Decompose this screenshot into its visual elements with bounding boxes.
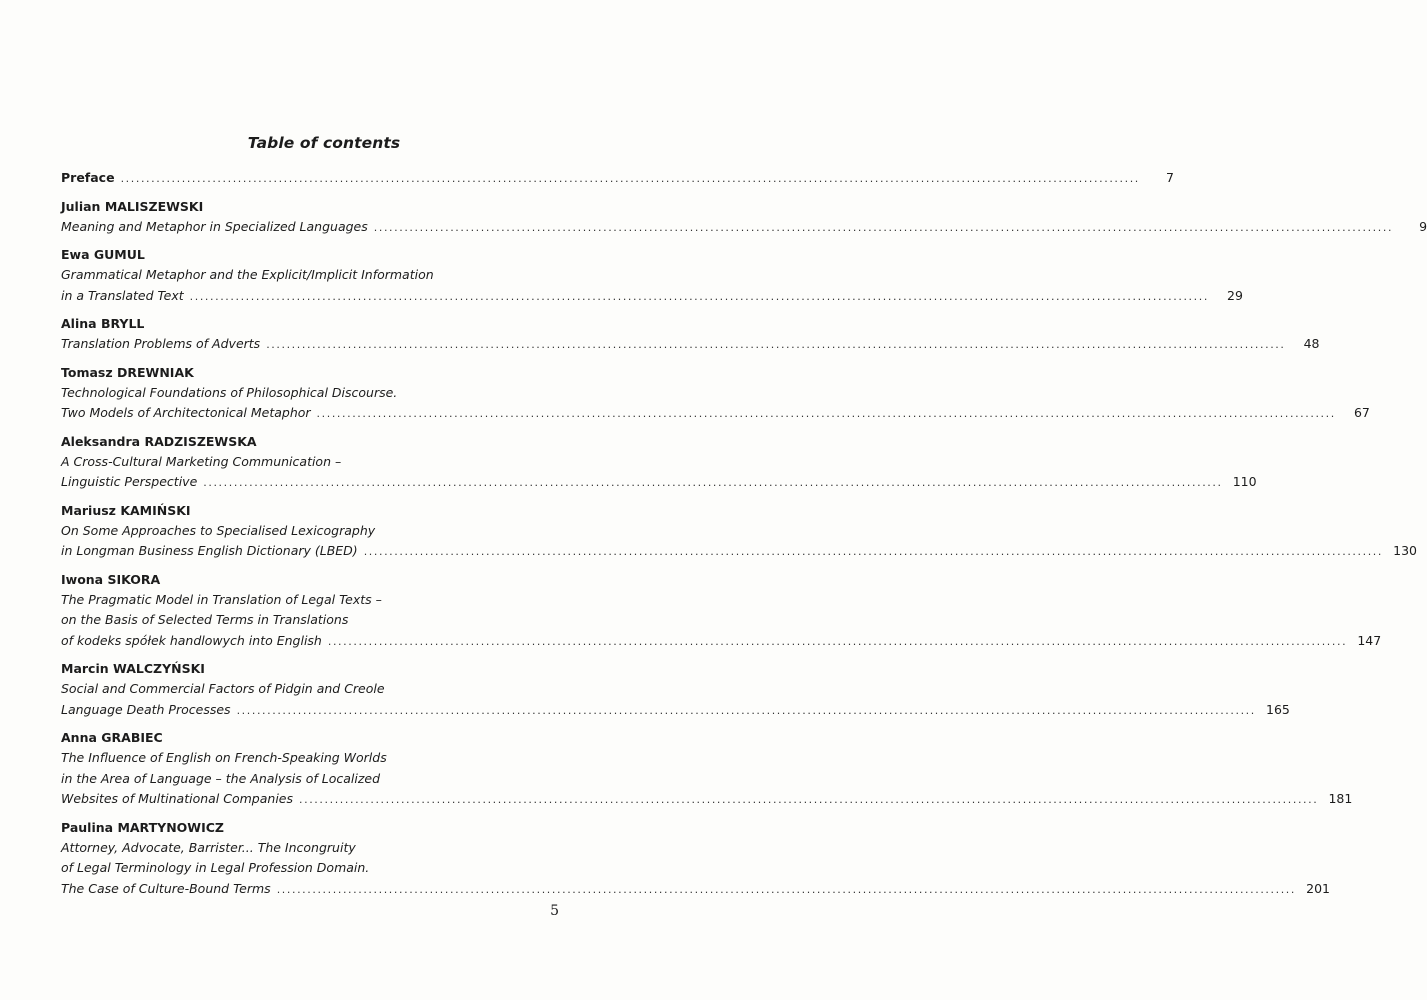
page-ref: 165 — [1266, 701, 1290, 717]
chapter-title-text: Websites of Multinational Companies — [61, 791, 294, 806]
chapter-title-line — [61, 631, 1382, 653]
chapter-title-text: of Legal Terminology in Legal Profession Domain. — [61, 860, 370, 875]
page-ref: 130 — [1393, 543, 1418, 558]
chapter-title-text: Translation Problems of Adverts — [61, 336, 261, 351]
author-surname: BRYLL — [100, 316, 145, 331]
author-first-name: Aleksandra — [61, 433, 141, 449]
toc-entry — [61, 818, 1331, 901]
chapter-title-line — [61, 472, 1257, 494]
author-surname: MARTYNOWICZ — [117, 819, 224, 835]
toc-entry — [61, 245, 1243, 307]
author-name — [61, 728, 553, 748]
preface-line — [61, 168, 1174, 190]
page-ref: 9 — [1419, 218, 1427, 234]
author-first-name: Iwona — [61, 571, 104, 587]
page-ref: 201 — [1306, 880, 1331, 896]
author-surname: RADZISZEWSKA — [144, 433, 257, 449]
dot-leader: ........................................................................................................................................................................................................ — [120, 172, 1140, 185]
chapter-title-text: The Pragmatic Model in Translation of Legal Texts – — [61, 591, 382, 607]
page-ref: 29 — [1227, 287, 1243, 303]
chapter-title-line — [61, 858, 553, 879]
author-name — [61, 432, 553, 452]
chapter-title-text: of kodeks spółek handlowych into English — [61, 632, 322, 648]
chapter-title-text: on the Basis of Selected Terms in Translations — [61, 612, 349, 627]
author-first-name: Marcin — [61, 661, 109, 676]
author-name — [61, 659, 553, 679]
page-ref: 67 — [1353, 405, 1370, 420]
chapter-title-line — [61, 265, 553, 286]
chapter-title-line — [61, 789, 1353, 811]
dot-leader: ........................................................................................................................................................................................................ — [363, 545, 1384, 558]
chapter-title-line — [61, 403, 1370, 425]
author-first-name: Alina — [61, 316, 97, 331]
chapter-title-text: A Cross-Cultural Marketing Communication – — [61, 453, 342, 469]
chapter-title-line — [61, 541, 1418, 563]
chapter-title-text: The Case of Culture-Bound Terms — [61, 880, 271, 896]
author-name — [61, 818, 553, 838]
author-first-name: Julian — [61, 198, 101, 214]
page-ref: 147 — [1357, 632, 1382, 648]
page-ref: 181 — [1328, 791, 1353, 806]
toc-entry — [61, 728, 1353, 811]
chapter-title-text: in a Translated Text — [61, 287, 184, 303]
chapter-title-text: The Influence of English on French-Speaking Worlds — [61, 750, 387, 765]
chapter-title-text: Attorney, Advocate, Barrister... The Incongruity — [61, 839, 356, 855]
chapter-title-line — [61, 334, 1320, 356]
toc-entry — [61, 314, 1320, 356]
chapter-title-line — [61, 383, 553, 404]
author-name — [61, 197, 553, 217]
author-name — [61, 245, 553, 265]
author-name — [61, 570, 553, 590]
page-ref: 7 — [1165, 170, 1174, 185]
author-surname: WALCZYŃSKI — [113, 661, 205, 676]
author-first-name: Tomasz — [61, 364, 113, 380]
chapter-title-line — [61, 748, 553, 769]
preface-label: Preface — [61, 170, 115, 185]
chapter-title-line — [61, 590, 553, 611]
toc-entry — [61, 501, 1418, 563]
dot-leader: ........................................................................................................................................................................................................ — [203, 476, 1223, 489]
page-ref: 48 — [1303, 336, 1320, 351]
chapter-title-line — [61, 286, 1243, 308]
toc-entry — [61, 659, 1290, 721]
author-surname: GRABIEC — [101, 730, 163, 745]
author-first-name: Paulina — [61, 819, 114, 835]
chapter-title-text: in the Area of Language – the Analysis of Localized — [61, 770, 381, 786]
chapter-title-line — [61, 521, 553, 542]
author-name — [61, 501, 553, 521]
dot-leader: ........................................................................................................................................................................................................ — [327, 634, 1348, 648]
chapter-title-line — [61, 879, 1331, 901]
toc-entry — [61, 197, 1427, 239]
author-surname: MALISZEWSKI — [104, 198, 204, 214]
chapter-title-text: in Longman Business English Dictionary (LBED) — [61, 543, 358, 558]
chapter-title-text: Social and Commercial Factors of Pidgin and Creole — [61, 681, 385, 696]
dot-leader: ........................................................................................................................................................................................................ — [316, 407, 1336, 420]
chapter-title-line — [61, 838, 553, 859]
author-first-name: Anna — [61, 730, 97, 745]
author-name — [61, 314, 553, 334]
toc-entry — [61, 363, 1370, 425]
toc-entry — [61, 432, 1257, 494]
chapter-title-text: Language Death Processes — [61, 701, 231, 717]
dot-leader: ........................................................................................................................................................................................................ — [266, 338, 1286, 351]
dot-leader: ........................................................................................................................................................................................................ — [189, 289, 1209, 303]
chapter-title-line — [61, 679, 553, 700]
toc-title: Table of contents — [247, 134, 401, 152]
chapter-title-text: On Some Approaches to Specialised Lexicography — [61, 522, 376, 538]
chapter-title-text: Meaning and Metaphor in Specialized Languages — [61, 218, 368, 234]
toc-entry-preface — [61, 168, 1174, 190]
author-first-name: Mariusz — [61, 502, 116, 518]
dot-leader: ........................................................................................................................................................................................................ — [236, 703, 1256, 717]
author-first-name: Ewa — [61, 247, 90, 262]
chapter-title-line — [61, 769, 553, 790]
dot-leader: ........................................................................................................................................................................................................ — [276, 882, 1297, 896]
toc-entry — [61, 570, 1382, 653]
chapter-title-line — [61, 700, 1290, 722]
chapter-title-text: Two Models of Architectonical Metaphor — [61, 405, 311, 420]
author-surname: KAMIŃSKI — [120, 502, 191, 518]
chapter-title-line — [61, 610, 553, 631]
author-surname: DREWNIAK — [117, 364, 194, 380]
dot-leader: ........................................................................................................................................................................................................ — [373, 220, 1394, 234]
author-name — [61, 363, 553, 383]
dot-leader: ........................................................................................................................................................................................................ — [299, 793, 1319, 806]
chapter-title-line — [61, 217, 1427, 239]
table-of-contents — [61, 168, 1427, 907]
chapter-title-line — [61, 452, 553, 473]
author-surname: GUMUL — [93, 247, 145, 262]
chapter-title-text: Grammatical Metaphor and the Explicit/Implicit Information — [61, 267, 434, 282]
author-surname: SIKORA — [107, 571, 161, 587]
chapter-title-text: Linguistic Perspective — [61, 474, 198, 489]
chapter-title-text: Technological Foundations of Philosophical Discourse. — [61, 384, 398, 400]
page-number: 5 — [550, 903, 559, 919]
page-ref: 110 — [1232, 474, 1257, 489]
